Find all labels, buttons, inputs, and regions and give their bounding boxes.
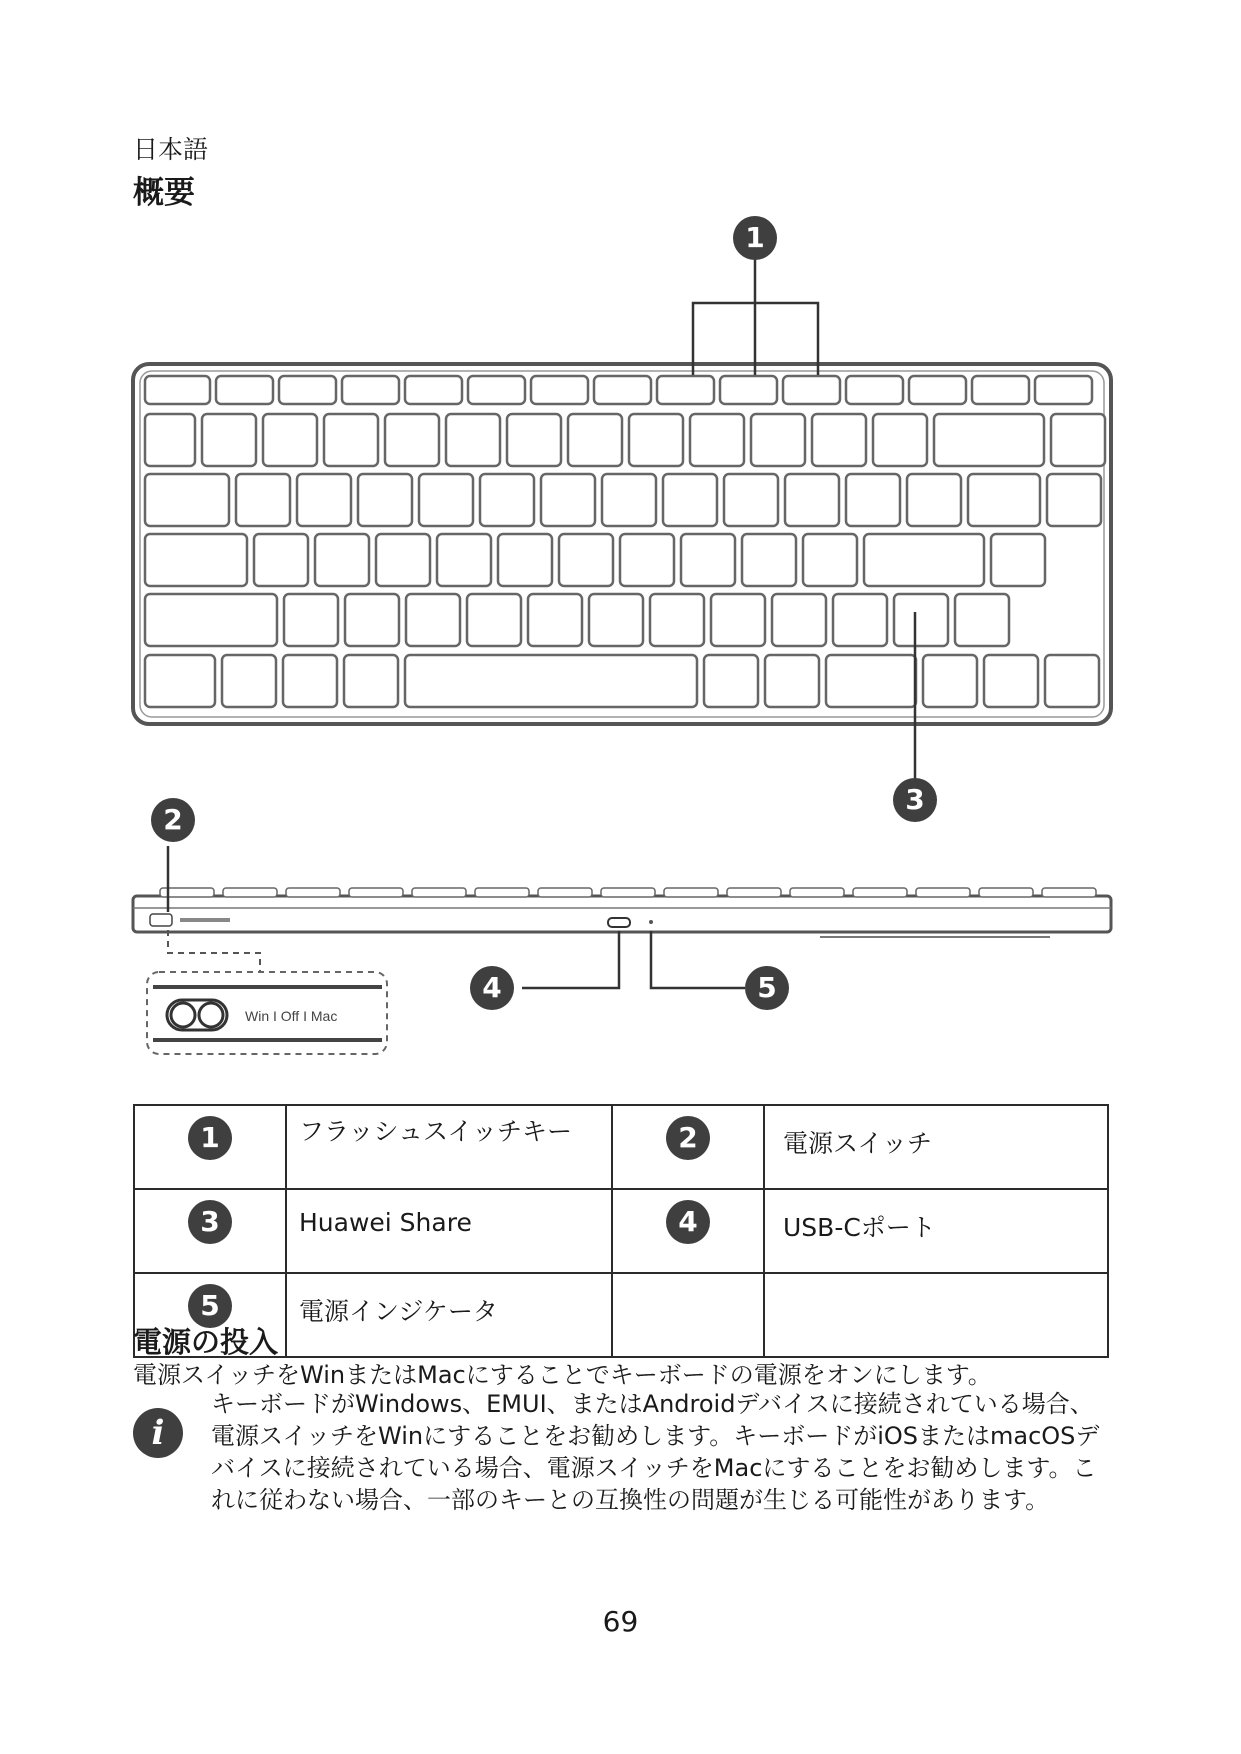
key xyxy=(405,655,697,707)
key xyxy=(663,474,717,526)
key xyxy=(297,474,351,526)
key xyxy=(955,594,1009,646)
key xyxy=(1051,414,1105,466)
key xyxy=(826,655,916,707)
key xyxy=(602,474,656,526)
key xyxy=(419,474,473,526)
key xyxy=(202,414,256,466)
legend-badge: 1 xyxy=(188,1116,232,1160)
key xyxy=(742,534,796,586)
key xyxy=(145,655,215,707)
callout-5-leader xyxy=(651,931,745,988)
callout-2-badge: 2 xyxy=(151,798,195,842)
key xyxy=(283,655,337,707)
key xyxy=(783,376,840,404)
legend-table xyxy=(133,1104,1109,1358)
key xyxy=(785,474,839,526)
key xyxy=(528,594,582,646)
legend-badge: 2 xyxy=(666,1116,710,1160)
info-note: キーボードがWindows、EMUI、またはAndroidデバイスに接続されている場合、電源スイッチをWinにすることをお勧めします。キーボードがiOSまたはmacOSデバイスに接続されている場合、電源スイッチをMacにすることをお勧めします。これに従わない場合、一部のキーとの互換性の問題が生じる可能性があります。 xyxy=(211,1390,1100,1514)
key xyxy=(751,414,805,466)
side-key xyxy=(853,888,907,897)
key xyxy=(629,414,683,466)
key xyxy=(254,534,308,586)
key xyxy=(531,376,588,404)
key xyxy=(594,376,651,404)
callout-3-badge: 3 xyxy=(893,778,937,822)
side-key xyxy=(664,888,718,897)
key xyxy=(344,655,398,707)
key xyxy=(720,376,777,404)
section-body: 電源スイッチをWinまたはMacにすることでキーボードの電源をオンにします。 xyxy=(133,1361,992,1389)
side-key xyxy=(475,888,529,897)
side-key xyxy=(538,888,592,897)
key xyxy=(765,655,819,707)
key xyxy=(324,414,378,466)
side-key xyxy=(223,888,277,897)
key xyxy=(907,474,961,526)
legend-label: USB-Cポート xyxy=(764,1189,1108,1273)
side-key xyxy=(979,888,1033,897)
key xyxy=(984,655,1038,707)
key xyxy=(145,594,277,646)
key xyxy=(507,414,561,466)
key xyxy=(222,655,276,707)
key xyxy=(812,414,866,466)
side-key xyxy=(286,888,340,897)
key xyxy=(541,474,595,526)
key xyxy=(279,376,336,404)
table-row xyxy=(134,1273,1108,1357)
side-key xyxy=(916,888,970,897)
side-key xyxy=(601,888,655,897)
key xyxy=(446,414,500,466)
key xyxy=(263,414,317,466)
side-key xyxy=(412,888,466,897)
side-key xyxy=(349,888,403,897)
key xyxy=(711,594,765,646)
key xyxy=(1035,376,1092,404)
key xyxy=(315,534,369,586)
key xyxy=(873,414,927,466)
callout-4-badge: 4 xyxy=(470,966,514,1010)
callout-1-badge: 1 xyxy=(733,216,777,260)
key xyxy=(145,414,195,466)
key xyxy=(681,534,735,586)
key xyxy=(589,594,643,646)
key xyxy=(1045,655,1099,707)
language-label: 日本語 xyxy=(133,135,209,164)
key xyxy=(968,474,1040,526)
key xyxy=(657,376,714,404)
switch-label: Win I Off I Mac xyxy=(245,1008,338,1024)
callout-1-leader xyxy=(693,258,818,375)
key xyxy=(468,376,525,404)
legend-label: フラッシュスイッチキー xyxy=(286,1105,612,1189)
key xyxy=(934,414,1044,466)
side-key xyxy=(790,888,844,897)
key xyxy=(568,414,622,466)
key xyxy=(972,376,1029,404)
callout-4-leader xyxy=(522,931,619,988)
key xyxy=(724,474,778,526)
key xyxy=(216,376,273,404)
key xyxy=(145,534,247,586)
key xyxy=(345,594,399,646)
side-key xyxy=(1042,888,1096,897)
key xyxy=(909,376,966,404)
key xyxy=(145,376,210,404)
key xyxy=(650,594,704,646)
key xyxy=(1047,474,1101,526)
key xyxy=(284,594,338,646)
key xyxy=(772,594,826,646)
key xyxy=(437,534,491,586)
key xyxy=(846,376,903,404)
key xyxy=(342,376,399,404)
section-title: 電源の投入 xyxy=(133,1325,279,1359)
key xyxy=(690,414,744,466)
side-key xyxy=(727,888,781,897)
table-row xyxy=(134,1105,1108,1189)
key xyxy=(405,376,462,404)
legend-badge: 4 xyxy=(666,1200,710,1244)
usb-c-port xyxy=(608,918,630,927)
key xyxy=(803,534,857,586)
info-icon: i xyxy=(133,1408,183,1458)
key xyxy=(833,594,887,646)
keyboard-side-view xyxy=(133,888,1111,937)
page-number: 69 xyxy=(602,1605,639,1638)
key xyxy=(236,474,290,526)
key xyxy=(704,655,758,707)
legend-label: Huawei Share xyxy=(286,1189,612,1273)
key xyxy=(385,414,439,466)
key xyxy=(358,474,412,526)
key xyxy=(991,534,1045,586)
table-row xyxy=(134,1189,1108,1273)
key xyxy=(376,534,430,586)
legend-label: 電源インジケータ xyxy=(286,1273,612,1357)
key xyxy=(864,534,984,586)
power-indicator-dot xyxy=(649,920,653,924)
key xyxy=(923,655,977,707)
legend-badge: 3 xyxy=(188,1200,232,1244)
key xyxy=(498,534,552,586)
empty-cell xyxy=(764,1273,1108,1357)
empty-cell xyxy=(612,1273,764,1357)
legend-label: 電源スイッチ xyxy=(764,1105,1108,1189)
key xyxy=(846,474,900,526)
key xyxy=(894,594,948,646)
key xyxy=(406,594,460,646)
key xyxy=(559,534,613,586)
callout-5-badge: 5 xyxy=(745,966,789,1010)
page-heading: 概要 xyxy=(133,175,195,211)
legend-badge: 5 xyxy=(188,1284,232,1328)
key xyxy=(620,534,674,586)
key xyxy=(467,594,521,646)
key xyxy=(145,474,229,526)
key xyxy=(480,474,534,526)
